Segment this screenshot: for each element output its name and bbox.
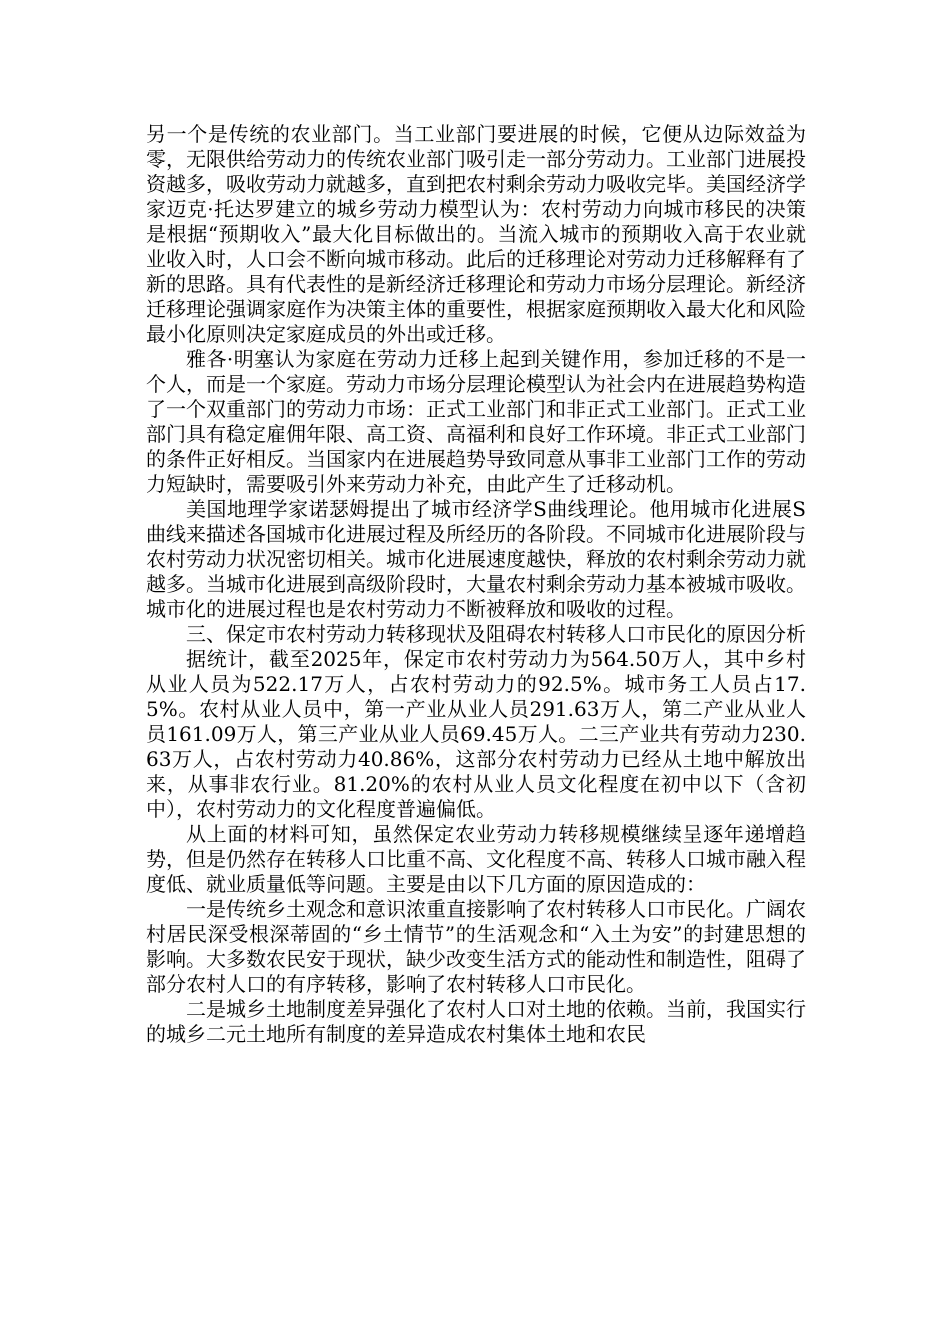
section-heading: 三、保定市农村劳动力转移现状及阻碍农村转移人口市民化的原因分析 — [186, 622, 806, 646]
body-paragraph-3: 美国地理学家诺瑟姆提出了城市经济学S曲线理论。他用城市化进展S曲线来描述各国城市化进展过程及所经历的各阶段。不同城市化进展阶段与农村劳动力状况密切相关。城市化进展速度越快，释放的农村剩余劳动力就越多。当城市化进展到高级阶段时，大量农村剩余劳动力基本被城市吸收。城市化的进展过程也是农村劳动力不断被释放和吸收的过程。 — [146, 497, 806, 621]
body-paragraph-6: 一是传统乡土观念和意识浓重直接影响了农村转移人口市民化。广阔农村居民深受根深蒂固的“乡土情节”的生活观念和“入土为安”的封建思想的影响。大多数农民安于现状，缺少改变生活方式的能动性和制造性，阻碍了部分农村人口的有序转移，影响了农村转移人口市民化。 — [146, 897, 806, 996]
body-paragraph-5: 从上面的材料可知，虽然保定农业劳动力转移规模继续呈逐年递增趋势，但是仍然存在转移人口比重不高、文化程度不高、转移人口城市融入程度低、就业质量低等问题。主要是由以下几方面的原因造成的： — [146, 822, 806, 896]
body-paragraph-2: 雅各·明塞认为家庭在劳动力迁移上起到关键作用，参加迁移的不是一个人，而是一个家庭。劳动力市场分层理论模型认为社会内在进展趋势构造了一个双重部门的劳动力市场：正式工业部门和非正式工业部门。正式工业部门具有稳定雇佣年限、高工资、高福利和良好工作环境。非正式工业部门的条件正好相反。当国家内在进展趋势导致同意从事非工业部门工作的劳动力短缺时，需要吸引外来劳动力补充，由此产生了迁移动机。 — [146, 347, 806, 496]
document-body — [146, 122, 806, 1047]
body-paragraph-4: 据统计，截至2025年，保定市农村劳动力为564.50万人，其中乡村从业人员为522.17万人，占农村劳动力的92.5%。城市务工人员占17.5%。农村从业人员中，第一产业从业人员291.63万人，第二产业从业人员161.09万人，第三产业从业人员69.45万人。二三产业共有劳动力230.63万人，占农村劳动力40.86%，这部分农村劳动力已经从土地中解放出来，从事非农行业。81.20%的农村从业人员文化程度在初中以下（含初中），农村劳动力的文化程度普遍偏低。 — [146, 647, 806, 821]
body-paragraph-1: 另一个是传统的农业部门。当工业部门要进展的时候，它便从边际效益为零，无限供给劳动力的传统农业部门吸引走一部分劳动力。工业部门进展投资越多，吸收劳动力就越多，直到把农村剩余劳动力吸收完毕。美国经济学家迈克·托达罗建立的城乡劳动力模型认为：农村劳动力向城市移民的决策是根据“预期收入”最大化目标做出的。当流入城市的预期收入高于农业就业收入时，人口会不断向城市移动。此后的迁移理论对劳动力迁移解释有了新的思路。具有代表性的是新经济迁移理论和劳动力市场分层理论。新经济迁移理论强调家庭作为决策主体的重要性，根据家庭预期收入最大化和风险最小化原则决定家庭成员的外出或迁移。 — [146, 122, 806, 346]
body-paragraph-7: 二是城乡土地制度差异强化了农村人口对土地的依赖。当前，我国实行的城乡二元土地所有制度的差异造成农村集体土地和农民 — [146, 997, 806, 1046]
